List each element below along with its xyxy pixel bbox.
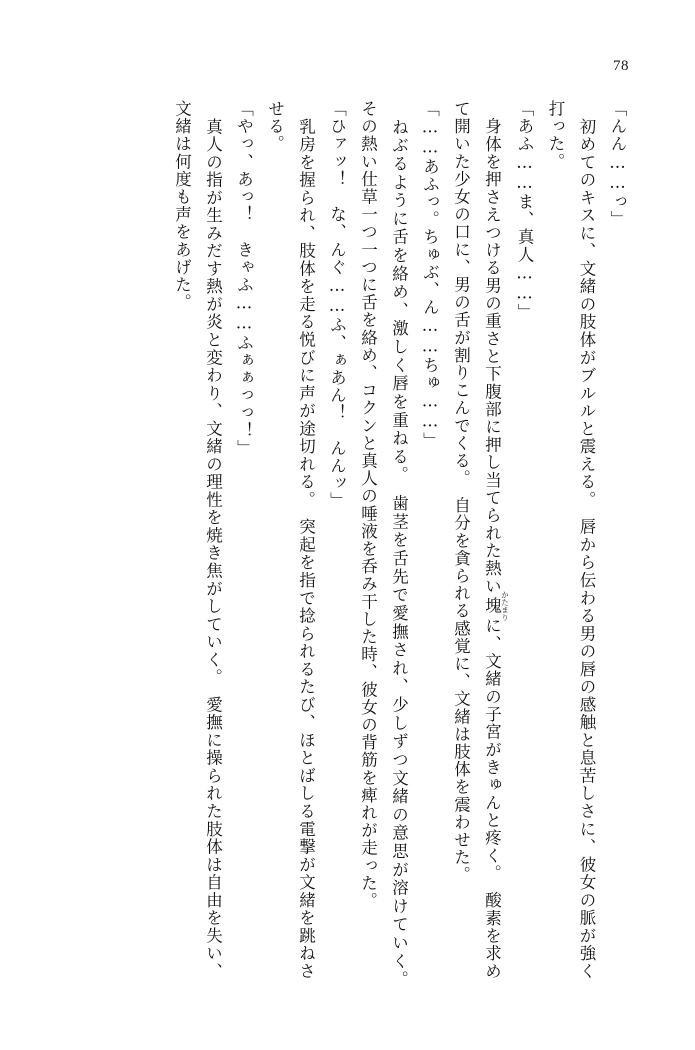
paragraph-with-ruby [446,100,510,980]
paragraph: 「んん……っ」 [608,100,627,229]
ruby-base: 塊 [482,591,502,621]
body-text-vertical [58,100,633,998]
paragraph-segment-before-ruby: 身体を押さえつける男の重さと下腹部に押し当てられた熱い [482,100,502,595]
paragraph-segment-after-ruby: に、文緒の子宮がきゅんと疼く。 酸素を求めて開いた少女の口に、男の舌が割りこんでくる。 自分を貪られる感覚に、文緒は肢体を震わせた。 [451,100,502,980]
ruby-text: かたまり [500,591,510,621]
paragraph [540,100,602,980]
paragraph-part-a: 初めてのキスに、文緒の肢体がブルルと震える。 唇から伝わる男の唇の感触と息苦しさに、彼女の脈が強く打った。 [546,100,596,980]
paragraph: ねぶるように舌を絡め、激しく唇を重ねる。 歯茎を舌先で愛撫され、少しずつ文緒の意思が溶けていく。 その熱い仕草一つ一つに舌を絡め、コクンと真人の唾液を呑み干した時、彼女の背筋を痺れが走った。 [358,100,409,998]
paragraph: 真人の指が生みだす熱が炎と変わり、文緒の理性を焼き焦がしていく。 愛撫に操られた肢体は自由を失い、文緒は何度も声をあげた。 [172,100,223,980]
ruby-annotation [482,591,510,621]
paragraph: 「やっ、あっ！ きゃふ……ふぁぁっっ！」 [234,100,254,457]
page-number: 78 [613,58,629,74]
paragraph: 「ひァッ！ な、んぐ……ふ、ぁあん！ んんッ」 [327,100,347,510]
paragraph: 乳房を握られ、肢体を走る悦びに声が途切れる。 突起を指で捻られるたび、ほとばしる電撃が文緒を跳ねさせる。 [265,100,316,980]
paragraph: 「あふ……ま、真人……」 [515,100,534,322]
paragraph: 「……あふっ。ちゅぶ、ん……ちゅ……」 [420,100,440,450]
